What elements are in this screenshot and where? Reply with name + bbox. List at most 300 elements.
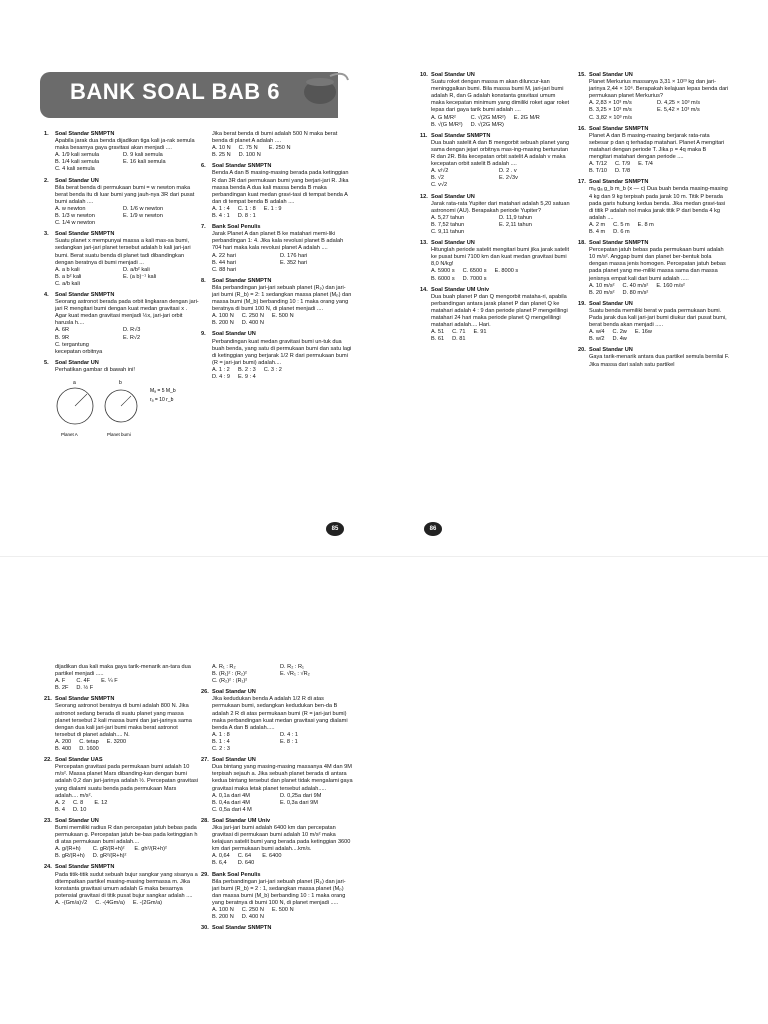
question: [578, 301, 730, 344]
answer-options: [578, 222, 730, 236]
question-header: [578, 301, 730, 308]
question-number: 17.: [578, 179, 586, 186]
question-source: Bank Soal Penulis: [212, 871, 261, 878]
answer-option: D. 6 m: [613, 228, 630, 235]
answer-options: [578, 100, 730, 121]
question-header: [44, 292, 199, 299]
question-number: 8.: [201, 277, 206, 284]
answer-option: B. 1/4 kali semula: [55, 159, 100, 166]
question-source: Soal Standar UN: [212, 757, 256, 764]
question-header: [201, 818, 353, 825]
answer-option: C. a/b kali: [55, 280, 80, 287]
question: [420, 72, 570, 129]
question-number: 20.: [578, 347, 586, 354]
question-source: Soal Standar SNMPTN: [55, 231, 115, 238]
answer-option: E. 250 N: [268, 145, 291, 152]
question: [578, 347, 730, 368]
question-text: Perbandingan kuat medan gravitasi bumi un-tuk dua buah benda, yang satu di permukaan bumi dan satu lagi di ketinggian yang berjarak 1/2 R dari permukaan bumi (R = jari-jari bumi) adalah....: [212, 338, 352, 366]
answer-option: C. 1 : 8: [237, 205, 256, 212]
question-text: Dua buah satelit A dan B mengorbit sebuah planet yang sama dengan jejari orbitnya mas-ing-masing berturutan R dan 2R. Bila kecepatan orbit satelit A adalah v maka kecepatan orbit satelit B adalah ....: [431, 139, 570, 168]
answer-options: [420, 115, 570, 129]
question: [578, 126, 730, 176]
answer-option: B. 3,25 × 10³ m/s: [589, 107, 632, 114]
answer-option: E. 8 : 1: [280, 738, 298, 745]
answer-option: A. 1 : 4: [212, 205, 230, 212]
answer-options: [44, 327, 199, 355]
question-number: 14.: [420, 286, 428, 293]
question-source: Soal Standar UN: [212, 331, 256, 338]
answer-option: C. v√2: [431, 182, 448, 189]
question-header: [201, 331, 353, 338]
question-text: Apabila jarak dua benda dijadikan tiga kali ja-rak semula maka besarnya gaya gravitasi akan menjadi ....: [55, 138, 195, 152]
question-source: Soal Standar SNMPTN: [431, 132, 491, 139]
question-source: Soal Standar UN: [589, 72, 633, 78]
answer-option: C. 9,11 tahun: [431, 228, 465, 235]
question-number: 26.: [201, 689, 209, 696]
answer-option: B. w/2: [589, 336, 605, 343]
question-header: [578, 72, 730, 79]
question: [44, 696, 199, 753]
question-number: 19.: [578, 300, 586, 307]
question-source: Soal Standar UAS: [55, 757, 103, 764]
answer-option: D. 4 : 1: [280, 731, 299, 738]
answer-option: C. 8: [72, 799, 84, 806]
answer-options: [201, 664, 353, 685]
answer-option: E. 3200: [106, 738, 127, 745]
question-header: [201, 278, 353, 285]
radius-equation: rₐ = 10 r_b: [150, 397, 174, 403]
answer-option: D. 80 m/s²: [622, 289, 649, 296]
answer-option: B. 2 : 3: [238, 366, 256, 373]
answer-options: [420, 329, 570, 343]
answer-option: A. 100 N: [212, 907, 234, 913]
answer-option: A. 6R: [55, 327, 69, 334]
answer-option: C. 64: [237, 853, 252, 860]
answer-option: C. 250 N: [241, 907, 264, 913]
question-number: 29.: [201, 871, 209, 878]
answer-option: D. 1/6 w newton: [123, 205, 164, 212]
question: [44, 131, 199, 174]
question-source: Soal Standar SNMPTN: [212, 277, 272, 284]
answer-option: B. 44 hari: [212, 259, 236, 266]
question-header: [201, 925, 353, 932]
pot-illustration-icon: [290, 68, 350, 108]
question: [44, 292, 199, 356]
question: [201, 131, 353, 159]
question: [578, 179, 730, 236]
question-header: [420, 72, 570, 79]
question-number: 3.: [44, 231, 49, 238]
question-number: 23.: [44, 817, 52, 824]
answer-option: A. 0,1a dari 4M: [212, 792, 250, 799]
answer-option: A. F: [55, 678, 66, 685]
question-source: Soal Standar SNMPTN: [589, 125, 649, 132]
answer-option: C. T/9: [614, 161, 631, 168]
question-number: 5.: [44, 359, 49, 366]
answer-options: [201, 206, 353, 220]
answer-options: [578, 161, 730, 175]
answer-option: A. T/12: [589, 161, 607, 168]
answer-option: D. R√3: [123, 327, 141, 334]
question-source: Soal Standar UM Univ: [431, 286, 490, 293]
answer-option: D. 8 : 1: [237, 213, 256, 220]
question-source: Soal Standar UM Univ: [212, 817, 271, 824]
answer-option: A. 2: [55, 799, 65, 806]
question: [578, 72, 730, 122]
answer-option: E. 352 hari: [280, 259, 308, 266]
answer-option: C. 88 hari: [212, 266, 237, 273]
question-number: 6.: [201, 163, 206, 170]
answer-options: [578, 329, 730, 343]
answer-option: B. 400: [55, 746, 72, 753]
answer-option: D. 9 kali semula: [123, 152, 163, 159]
question: [201, 278, 353, 328]
answer-option: D. 7000 s: [462, 275, 487, 282]
question-text: Suatu roket dengan massa m akan diluncur-kan meninggalkan bumi. Bila massa bumi M, jari-jari bumi adalah R, dan G adalah konstanta gravitasi umum maka kecepatan minimum yang dimiliki roket agar roket lepas dari gaya tarik bumi adalah ....: [431, 79, 570, 114]
answer-options: [420, 168, 570, 189]
question-text: Perhatikan gambar di bawah ini!: [55, 366, 135, 373]
answer-option: E. (a b)⁻¹ kali: [123, 273, 157, 280]
question-text: Jika berat benda di bumi adalah 500 N maka berat benda di planet A adalah ....: [212, 131, 338, 145]
answer-option: E. 2√3v: [499, 175, 518, 182]
question-text: Jarak rata-rata Yupiter dari matahari adalah 5,20 satuan astronomi (AU). Berapakah periode Yupiter?: [431, 200, 570, 214]
question-source: Soal Standar SNMPTN: [212, 163, 272, 170]
question: [201, 818, 353, 868]
answer-option: A. 22 hari: [212, 252, 236, 259]
answer-option: C. (R₂)² : (R₁)²: [212, 678, 248, 685]
question-text: Seorang astronot beratnya di bumi adalah 800 N. Jika astronot sedang berada di suatu planet yang massa planet tersebut 2 kali massa bumi dan jari-jarinya sama dengan dua kali jari-jari bumi maka berat astronot tersebut di planet adalah.... N.: [55, 703, 192, 738]
answer-option: E. 16w: [634, 329, 652, 336]
question-source: Soal Standar SNMPTN: [55, 864, 115, 871]
answer-option: C. gR/(R+h)²: [92, 846, 125, 853]
question: [44, 360, 199, 374]
label-a: a: [73, 380, 76, 386]
question-source: Soal Standar UN: [589, 347, 633, 354]
question-text: Jika kedudukan benda A adalah 1/2 R di atas permukaan bumi, sedangkan kedudukan ben-da B adalah 2 R di atas permukaan bumi (R = jari-jari bumi) maka perbandingan kuat medan gravitasi yang dialami benda A dan B adalah.....: [212, 696, 348, 731]
answer-option: C. 4 kali semula: [55, 166, 95, 173]
answer-option: C. 1/4 w newton: [55, 220, 96, 227]
answer-option: E. 8 m: [637, 221, 654, 228]
answer-option: D. a/b² kali: [123, 266, 150, 273]
question-header: [201, 757, 353, 764]
question: [420, 240, 570, 283]
answer-options: [201, 853, 353, 867]
question-source: Soal Standar SNMPTN: [55, 696, 115, 703]
answer-option: B. 6000 s: [431, 275, 455, 282]
question-number: 2.: [44, 177, 49, 184]
question: [44, 864, 199, 907]
answer-option: D. 4 : 9: [212, 374, 231, 380]
question-text: mₐ gₐ g_b m_b (x — c) Dua buah benda masing-masing 4 kg dan 9 kg terpisah pada jarak 10 m. Titik P berada pada garis hubung kedua benda. Jika medan gravi-tasi di titik P adalah nol maka jarak titik P dari benda 4 kg adalah ....: [589, 186, 728, 221]
answer-option: A. 10 m/s²: [589, 282, 615, 289]
question-text: Percepatan jatuh bebas pada permukaan bumi adalah 10 m/s². Anggap bumi dan planet ber-bentuk bola dengan massa jenis homogen. Percepatan jatuh bebas pada planet yang me-miliki massa sama dan massa jenisnya empat kali dari bumi adalah .....: [589, 247, 726, 282]
column-5: [44, 664, 199, 911]
answer-option: C. 75 N: [238, 145, 258, 152]
question-header: [201, 224, 353, 231]
question-source: Soal Standar SNMPTN: [55, 291, 115, 298]
answer-option: C. 0,5a dari 4 M: [212, 806, 252, 813]
question-text: Hitunglah periode satelit mengitari bumi jika jarak satelit ke pusat bumi 7100 km dan kuat medan gravitasi bumi 8,0 N/kg!: [431, 247, 570, 268]
answer-option: B. gR/(R+h): [55, 853, 85, 860]
answer-option: E. ¼ F: [101, 678, 118, 685]
answer-option: E. 2G M/R: [513, 114, 540, 121]
planet-diagram: [55, 378, 195, 440]
answer-option: B. T/10: [589, 168, 607, 175]
answer-option: A. 200: [55, 738, 72, 745]
mass-equation: Mₐ = 5 M_b: [150, 388, 176, 394]
column-2: [201, 131, 353, 385]
question: [44, 178, 199, 228]
question-header: [44, 864, 199, 871]
question-header: [44, 360, 199, 367]
question-text: Planet A dan B masing-masing berjarak rata-rata sebesar p dan q terhadap matahari. Planet A mengitari matahari dengan periode T. Jika p = 4q maka B mengitari matahari dengan periode ....: [589, 132, 725, 161]
column-6: [201, 664, 353, 936]
answer-option: E. gh²/(R+h)²: [134, 846, 167, 853]
page-number-left: 85: [326, 522, 344, 536]
answer-option: B. 20 m/s²: [589, 289, 615, 296]
question-number: 28.: [201, 817, 209, 824]
answer-option: D. √(2G M/R): [470, 121, 504, 128]
answer-option: A. w/4: [589, 329, 605, 336]
answer-option: D. 4,25 × 10³ m/s: [657, 100, 701, 107]
question-source: Soal Standar UN: [55, 177, 99, 184]
question-source: Soal Standar UN: [431, 240, 475, 247]
answer-option: B. 9R: [55, 334, 69, 341]
answer-option: E. R√2: [123, 334, 141, 341]
question-header: [44, 757, 199, 764]
answer-option: C. 3,82 × 10³ m/s: [589, 114, 633, 121]
question-source: Bank Soal Penulis: [212, 224, 261, 231]
answer-option: E. 9 : 4: [238, 374, 256, 380]
answer-option: B. √2: [431, 175, 445, 182]
answer-option: A. v/√2: [431, 168, 449, 175]
answer-option: B. 4 : 1: [212, 213, 230, 220]
question-number: 24.: [44, 864, 52, 871]
answer-option: A. 1 : 8: [212, 731, 230, 738]
answer-option: C. 2w: [612, 329, 627, 336]
answer-option: A. 5,27 tahun: [431, 214, 465, 221]
question-header: [201, 872, 353, 879]
question-number: 7.: [201, 224, 206, 231]
answer-option: D. 2 . v: [499, 168, 517, 175]
answer-option: D. 400 N: [241, 914, 264, 921]
answer-option: E. 12: [94, 799, 108, 806]
answer-options: [201, 367, 353, 381]
question-text: Suatu benda memiliki berat w pada permukaan bumi. Pada jarak dua kali jari-jari bumi diukur dari pusat bumi, berat benda akan menjadi .....: [589, 307, 727, 329]
banner-title: BANK SOAL BAB 6: [70, 79, 281, 104]
answer-option: A. a b kali: [55, 266, 80, 273]
answer-option: E. 1/9 w newton: [123, 213, 163, 220]
question-number: 1.: [44, 131, 49, 137]
question-text: Pada titik-titik sudut sebuah bujur sangkar yang sisanya a ditempatkan partikel masing-masing bermassa m. Jika konstanta gravitasi umum adalah G maka besarnya potensial gravitasi di titik pusat bujur sangkar adalah ....: [55, 871, 198, 899]
answer-option: E. -(2Gm/a): [132, 899, 163, 906]
answer-options: [201, 793, 353, 814]
answer-option: E. 500 N: [271, 313, 294, 320]
question-header: [578, 179, 730, 186]
answer-options: [420, 268, 570, 282]
question-header: [44, 231, 199, 238]
answer-option: C. 71: [452, 329, 466, 336]
question-header: [578, 126, 730, 133]
answer-option: E. 8000 s: [494, 268, 519, 275]
answer-option: D. T/8: [614, 168, 631, 175]
answer-option: E. 0,3a dari 9M: [280, 799, 318, 806]
answer-option: D. R₂ : R₁: [280, 664, 304, 670]
question: [44, 818, 199, 861]
answer-option: A. G M/R²: [431, 114, 456, 121]
answer-option: D. 400 N: [241, 320, 264, 327]
answer-option: E. 160 m/s²: [656, 282, 685, 289]
answer-option: B. √(G M/R²): [431, 121, 463, 128]
question: [420, 194, 570, 237]
question-number: 27.: [201, 757, 209, 764]
question-text: Jika jari-jari bumi adalah 6400 km dan percepatan gravitasi di permukaan bumi adalah 10 m/s² maka kelajuan satelit bumi yang berada pada ketinggian 3600 km dari permukaan bumi adalah....km/s.: [212, 824, 351, 853]
answer-option: A. 2,83 × 10³ m/s: [589, 100, 632, 107]
column-1: [44, 131, 199, 443]
answer-option: D. 11,9 tahun: [499, 214, 533, 221]
answer-options: [44, 678, 199, 692]
column-3: [420, 72, 570, 347]
answer-option: D. 1600: [79, 746, 99, 753]
question-number: 15.: [578, 72, 586, 78]
answer-option: E. T/4: [638, 161, 653, 168]
answer-option: D. 0,25a dari 9M: [280, 792, 322, 799]
question-source: Soal Standar UN: [589, 300, 633, 307]
question-number: 13.: [420, 240, 428, 247]
answer-option: A. 1/9 kali semula: [55, 152, 100, 159]
answer-options: [201, 253, 353, 274]
question-number: 22.: [44, 757, 52, 764]
question-source: Soal Standar SNMPTN: [55, 131, 115, 137]
answer-option: B. 4: [55, 806, 65, 813]
answer-option: A. 0,64: [212, 853, 230, 860]
answer-options: [201, 313, 353, 327]
question: [201, 689, 353, 753]
question-text: Seorang astronot berada pada orbit lingkaran dengan jari-jari R mengitari bumi dengan kuat medan gravitasi x . Agar kuat medan gravitasi menjadi ½x, jari-jari orbit harusla h....: [55, 299, 199, 327]
question-header: [44, 818, 199, 825]
question-source: Soal Standar UN: [55, 817, 99, 824]
question-header: [201, 163, 353, 170]
answer-option: C. 6500 s: [462, 268, 487, 275]
question-header: [420, 133, 570, 140]
answer-option: A. 51: [431, 329, 445, 336]
question-text: Dua buah planet P dan Q mengorbit mataha-ri, apabila perbandingan antara jarak planet P dan planet Q ke matahari adalah 4 : 9 dan periode planet P mengelilingi matahari 24 hari maka periode planet Q mengelilingi matahari adalah.... Hari.: [431, 293, 568, 329]
question-header: [420, 287, 570, 294]
question-text: Bila perbandingan jari-jari sebuah planet (Rₚ) dan jari-jari bumi (R_b) = 2: 1 sedangkan massa planet (Mₚ) dan massa bumi (M_b) berbanding 10 : 1 maka orang yang beratnya di bumi 100 N, di planet menjadi ....: [212, 284, 352, 313]
question-header: [44, 696, 199, 703]
answer-option: E. 5,42 × 10³ m/s: [657, 107, 700, 114]
answer-option: A. 100 N: [212, 313, 234, 320]
question-header: [201, 689, 353, 696]
question-number: 18.: [578, 240, 586, 247]
question-source: Soal Standar UN: [212, 689, 256, 696]
answer-options: [201, 145, 353, 159]
answer-option: E. 16 kali semula: [123, 159, 166, 166]
question-source: Soal Standar UN: [55, 359, 99, 366]
planet-figure: [44, 378, 199, 443]
question-header: [578, 347, 730, 354]
answer-option: C. tergantung kecepatan orbitnya: [55, 341, 103, 355]
answer-option: E. 1 : 9: [263, 205, 282, 212]
answer-option: B. 2F: [55, 685, 69, 692]
answer-option: A. -(Gm/a)√2: [55, 899, 88, 906]
question: [420, 133, 570, 190]
question: [201, 224, 353, 274]
question-text: Bila perbandingan jari-jari sebuah planet (Rₚ) dan jari-jari bumi (R_b) = 2 : 1, sedangkan massa planet (Mₚ) dan massa bumi (M_b) berbanding 10 : 1 maka orang yang beratnya di bumi 100 N, di planet menjadi .....: [212, 878, 346, 906]
answer-option: E. 91: [473, 329, 487, 336]
question-text: Benda A dan B masing-masing berada pada ketinggian R dan 3R dari permukaan bumi yang berjari-jari R. Jika massa benda A dua kali massa benda B maka perbandingan kuat medan gravi-tasi di tempat benda A dan di tempat benda B adalah ....: [212, 170, 349, 205]
question: [201, 163, 353, 220]
answer-options: [44, 206, 199, 227]
question-text: Dua bintang yang masing-masing massanya 4M dan 9M terpisah sejauh a. Jika sebuah planet berada di antara kedua bintang tersebut dan planet tidak mengalami gaya gravitasi maka letak planet tersebut adalah.....: [212, 764, 353, 792]
label-b: b: [119, 380, 122, 386]
question-number: 21.: [44, 696, 52, 703]
question-source: Soal Standar SNMPTN: [589, 240, 649, 247]
answer-option: B. 25 N: [212, 152, 231, 159]
answer-options: [44, 152, 199, 173]
column-4: [578, 72, 730, 373]
question-number: 12.: [420, 193, 428, 200]
question-number: 4.: [44, 291, 49, 298]
answer-option: A. w newton: [55, 205, 86, 212]
question-header: [420, 240, 570, 247]
question-number: 16.: [578, 125, 586, 132]
question: [44, 664, 199, 692]
question-header: [44, 178, 199, 185]
question-text: Percepatan gravitasi pada permukaan bumi adalah 10 m/s². Massa planet Mars dibanding-kan dengan bumi adalah 0,2 dan jari-jarinya adalah ½. Percepatan gravitasi yang dialami suatu benda pada permukaan Mars adalah.... m/s².: [55, 764, 199, 799]
question: [201, 757, 353, 814]
answer-option: A. 1 : 2: [212, 366, 230, 373]
answer-options: [44, 739, 199, 753]
question: [201, 664, 353, 685]
answer-option: C. 3 : 2: [263, 366, 282, 373]
answer-option: B. 200 N: [212, 320, 234, 327]
answer-option: B. 61: [431, 336, 445, 343]
answer-option: C. -(4Gm/a): [95, 899, 125, 906]
answer-option: B. 7,52 tahun: [431, 221, 465, 228]
answer-option: D. 100 N: [238, 152, 261, 159]
question-header: [44, 131, 199, 138]
answer-options: [201, 907, 353, 921]
question-source: Soal Standar SNMPTN: [212, 925, 272, 932]
question-number: 9.: [201, 331, 206, 338]
answer-option: B. 0,4a dari 4M: [212, 799, 250, 806]
answer-option: C. 5 m: [613, 221, 630, 228]
answer-option: D. 4w: [612, 336, 627, 343]
answer-option: B. a b² kali: [55, 273, 82, 280]
answer-option: D. 176 hari: [280, 252, 308, 259]
answer-option: C. √(2G M/R²): [470, 114, 506, 121]
answer-options: [420, 215, 570, 236]
question-text: dijadikan dua kali maka gaya tarik-menarik an-tara dua partikel menjadi .....: [55, 664, 191, 678]
answer-option: B. 1 : 4: [212, 738, 230, 745]
question: [578, 240, 730, 297]
question-number: 10.: [420, 72, 428, 78]
question-header: [420, 194, 570, 201]
answer-option: A. R₁ : R₂: [212, 664, 236, 670]
question-text: Gaya tarik-menarik antara dua partikel semula bernilai F. Jika massa dari salah satu partikel: [589, 354, 730, 368]
question: [201, 925, 353, 932]
question-header: [578, 240, 730, 247]
answer-option: D. 640: [237, 860, 255, 867]
answer-option: E. √R₁ : √R₂: [280, 671, 310, 678]
page-number-right: 86: [424, 522, 442, 536]
answer-option: E. 2,11 tahun: [499, 221, 532, 228]
question: [201, 331, 353, 381]
answer-options: [44, 846, 199, 860]
answer-option: A. 5900 s: [431, 268, 455, 275]
answer-options: [44, 800, 199, 814]
